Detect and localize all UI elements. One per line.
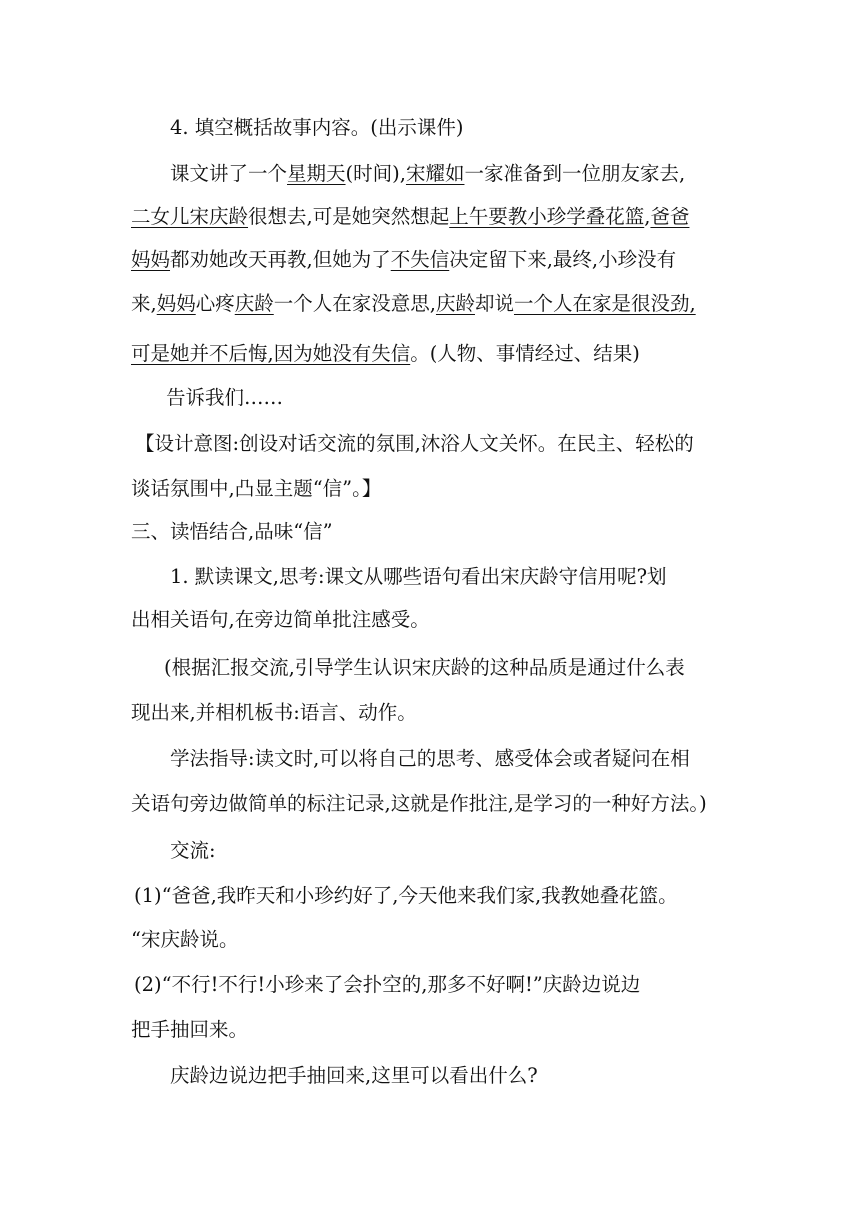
section-heading: 三、读悟结合,品味“信” (131, 520, 333, 543)
text-run: 决定留下来,最终,小珍没有 (449, 248, 677, 271)
guidance-line-1: (根据汇报交流,引导学生认识宋庆龄的这种品质是通过什么表 (164, 656, 685, 679)
text-run: 心疼 (195, 292, 235, 315)
answer-result: 一个人在家是很没劲, (513, 292, 696, 315)
question-line: 庆龄边说边把手抽回来,这里可以看出什么? (170, 1064, 538, 1087)
text-run: 却说 (474, 292, 514, 315)
text-run: 来, (131, 292, 157, 315)
summary-line-3 (131, 246, 676, 274)
quote-1-line-2: “宋庆龄说。 (131, 928, 239, 951)
method-line-2: 关语句旁边做简单的标注记录,这就是作批注,是学习的一种好方法。) (131, 792, 707, 815)
answer-result: 可是她并不后悔,因为她没有失信 (131, 342, 411, 365)
answer-person: 二女儿宋庆龄 (131, 205, 249, 228)
answer-person: 妈妈 (156, 292, 196, 315)
exchange-label: 交流: (170, 839, 216, 862)
text-run: 课文讲了一个 (170, 162, 288, 185)
answer-person: 庆龄 (435, 292, 475, 315)
summary-line-4 (131, 290, 696, 318)
quote-2-line-2: 把手抽回来。 (131, 1018, 249, 1041)
summary-line-2 (131, 203, 689, 231)
text-run: 。(人物、事情经过、结果) (410, 342, 640, 365)
design-intent-line-2: 谈话氛围中,凸显主题“信”。】 (131, 477, 382, 500)
quote-2-line-1: (2)“不行!不行!小珍来了会扑空的,那多不好啊!”庆龄边说边 (134, 973, 641, 996)
text-run: 都劝她改天再教,但她为了 (170, 248, 391, 271)
answer-person: 妈妈 (131, 248, 171, 271)
answer-event: 上午要教小珍学叠花篮 (449, 205, 645, 228)
design-intent-line-1: 【设计意图:创设对话交流的氛围,沐浴人文关怀。在民主、轻松的 (135, 432, 694, 455)
text-run: 很想去,可是她突然想起 (248, 205, 450, 228)
task-1-line-2: 出相关语句,在旁边简单批注感受。 (131, 608, 430, 631)
text-run: (时间), (345, 162, 406, 185)
text-run: , (644, 205, 651, 228)
answer-person: 庆龄 (234, 292, 274, 315)
text-run: 一家准备到一位朋友家去, (464, 162, 686, 185)
method-line-1: 学法指导:读文时,可以将自己的思考、感受体会或者疑问在相 (170, 747, 690, 770)
summary-line-5 (131, 340, 640, 368)
answer-person: 爸爸 (650, 205, 690, 228)
text-run: 一个人在家没意思, (273, 292, 436, 315)
quote-1-line-1: (1)“爸爸,我昨天和小珍约好了,今天他来我们家,我教她叠花篮。 (134, 884, 678, 907)
paragraph-fill-in-task: 4. 填空概括故事内容。(出示课件) (170, 116, 464, 139)
guidance-line-2: 现出来,并相机板书:语言、动作。 (131, 701, 417, 724)
answer-reason: 不失信 (390, 248, 450, 271)
answer-time: 星期天 (287, 162, 346, 185)
summary-line-1 (170, 160, 685, 188)
paragraph-tell-us: 告诉我们…… (166, 386, 284, 409)
answer-person: 宋耀如 (405, 162, 465, 185)
task-1-line-1: 1. 默读课文,思考:课文从哪些语句看出宋庆龄守信用呢?划 (170, 565, 667, 588)
